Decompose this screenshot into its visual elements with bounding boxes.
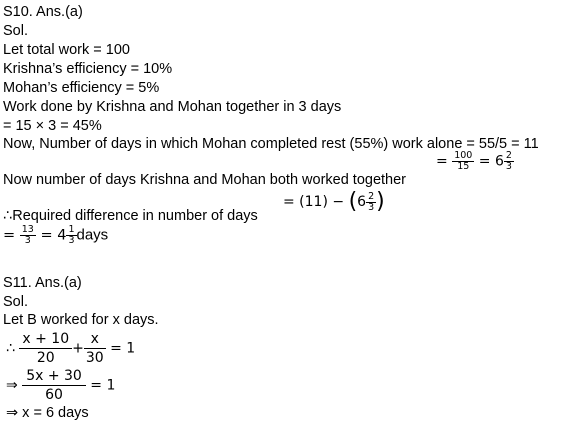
equation-2-numerator: 5x + 30 <box>22 367 86 386</box>
s11-heading: S11. Ans.(a) <box>3 275 82 291</box>
fraction-numerator: 100 <box>454 150 473 161</box>
s11-final-answer: ⇒ x = 6 days <box>6 405 89 421</box>
equation-2-rhs: = 1 <box>90 377 116 394</box>
answer-mixed-numerator: 1 <box>68 224 75 235</box>
s11-sol-label: Sol. <box>3 294 28 310</box>
s11-line-assumption: Let B worked for x days. <box>3 312 159 328</box>
equation-fraction-1 <box>19 330 72 367</box>
answer-equals: = <box>3 227 16 244</box>
s11-equation-2 <box>6 367 115 404</box>
s11-equation-1 <box>6 330 135 367</box>
equation-2-denominator: 60 <box>45 387 63 403</box>
mixed-numerator: 2 <box>505 150 512 161</box>
fraction-denominator: 15 <box>457 161 470 172</box>
plus-sign: + <box>72 340 84 357</box>
answer-mixed-denominator: 3 <box>68 235 75 246</box>
fraction-1-numerator: x + 10 <box>19 330 72 349</box>
s10-sol-label: Sol. <box>3 23 28 39</box>
close-paren: ) <box>376 189 385 214</box>
equals-sign: = <box>436 153 448 170</box>
fraction-100-15 <box>452 151 474 172</box>
s10-line-45-percent: = 15 × 3 = 45% <box>3 118 102 134</box>
open-paren: ( <box>348 189 358 214</box>
expression-numerator: 2 <box>368 190 375 202</box>
expression-fraction <box>366 192 376 213</box>
answer-unit: days <box>76 226 109 244</box>
s10-line-both-worked: Now number of days Krishna and Mohan both worked together <box>3 172 407 188</box>
answer-denominator: 3 <box>24 235 31 246</box>
fraction-2-numerator: x <box>84 330 106 349</box>
equation-1-rhs: = 1 <box>110 340 136 357</box>
s10-heading: S10. Ans.(a) <box>3 4 83 20</box>
answer-equals-four: = 4 <box>40 227 67 244</box>
answer-mixed-fraction <box>66 225 76 246</box>
answer-fraction <box>20 225 36 246</box>
implies-symbol: ⇒ <box>6 377 18 394</box>
mixed-denominator: 3 <box>505 161 512 172</box>
expression-denominator: 3 <box>368 201 375 213</box>
s10-line-required-difference: ∴Required difference in number of days <box>3 208 258 224</box>
expression-left: = (11) − <box>283 194 349 210</box>
mixed-fraction <box>504 151 514 172</box>
fraction-2-denominator: 30 <box>85 350 104 366</box>
s10-line-krishna-efficiency: Krishna’s efficiency = 10% <box>3 61 173 77</box>
equals-six: = 6 <box>478 153 504 170</box>
s10-line-mohan-efficiency: Mohan’s efficiency = 5% <box>3 80 160 96</box>
s10-difference-expression <box>283 191 385 213</box>
s10-line-work-together: Work done by Krishna and Mohan together in 3 days <box>3 99 342 115</box>
therefore-symbol: ∴ <box>6 340 15 357</box>
expression-whole: 6 <box>357 194 367 210</box>
s10-days-together-value <box>436 151 514 172</box>
answer-numerator: 13 <box>21 224 34 235</box>
s10-line-total-work: Let total work = 100 <box>3 42 130 58</box>
fraction-1-denominator: 20 <box>36 350 55 366</box>
s10-answer <box>3 225 108 246</box>
equation-2-fraction <box>22 367 86 404</box>
s10-line-mohan-days: Now, Number of days in which Mohan completed rest (55%) work alone = 55/5 = 11 <box>3 136 539 152</box>
equation-fraction-2 <box>84 330 106 367</box>
